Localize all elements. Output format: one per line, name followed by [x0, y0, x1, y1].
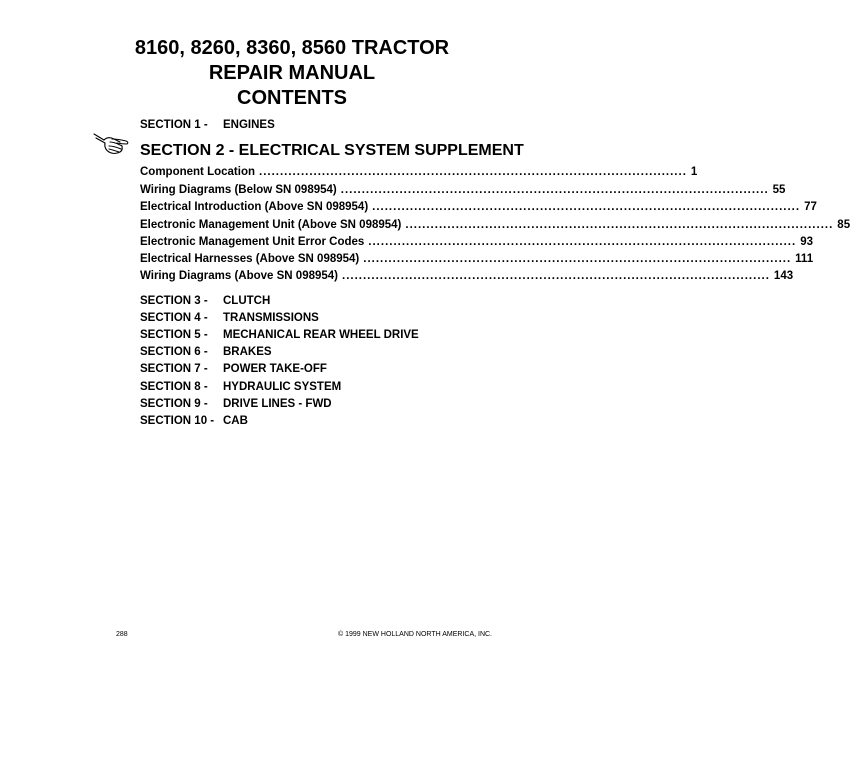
- toc-entry-label: Electrical Harnesses (Above SN 098954): [140, 253, 360, 265]
- pointing-hand-icon: [92, 128, 132, 158]
- section-7-title[interactable]: POWER TAKE-OFF: [223, 363, 327, 375]
- toc-entry-page: 111: [795, 253, 814, 265]
- section-2-heading[interactable]: SECTION 2 - ELECTRICAL SYSTEM SUPPLEMENT: [140, 142, 524, 159]
- section-10-number: SECTION 10 -: [140, 415, 215, 427]
- section-9-number: SECTION 9 -: [140, 398, 208, 410]
- section-4-number: SECTION 4 -: [140, 312, 208, 324]
- section-8-title[interactable]: HYDRAULIC SYSTEM: [223, 381, 342, 393]
- section-6-number: SECTION 6 -: [140, 346, 208, 358]
- toc-row[interactable]: [140, 201, 817, 213]
- footer-copyright: © 1999 NEW HOLLAND NORTH AMERICA, INC.: [338, 631, 493, 638]
- section-6-title[interactable]: BRAKES: [223, 346, 272, 358]
- section-3-title[interactable]: CLUTCH: [223, 295, 271, 307]
- section-5-title[interactable]: MECHANICAL REAR WHEEL DRIVE: [223, 329, 419, 341]
- toc-entry-page: 93: [800, 236, 813, 248]
- toc-row[interactable]: [140, 166, 698, 178]
- section-8-number: SECTION 8 -: [140, 381, 208, 393]
- section-3-number: SECTION 3 -: [140, 295, 208, 307]
- manual-title-line-1: 8160, 8260, 8360, 8560 TRACTOR: [134, 37, 450, 59]
- section-1-number: SECTION 1 -: [140, 119, 208, 131]
- toc-row[interactable]: [140, 236, 813, 248]
- toc-entry-label: Wiring Diagrams (Below SN 098954): [140, 184, 337, 196]
- section-5-number: SECTION 5 -: [140, 329, 208, 341]
- toc-row[interactable]: [140, 184, 786, 196]
- toc-entry-page: 55: [772, 184, 786, 196]
- dot-leader: ......................................................................................................: [340, 184, 769, 196]
- manual-title-line-2: REPAIR MANUAL: [208, 62, 376, 84]
- dot-leader: ......................................................................................................: [405, 219, 834, 231]
- toc-entry-label: Electronic Management Unit (Above SN 098954): [140, 219, 402, 231]
- toc-entry-page: 1: [690, 166, 698, 178]
- dot-leader: ......................................................................................................: [342, 270, 770, 282]
- section-10-title[interactable]: CAB: [223, 415, 248, 427]
- manual-title-line-3: CONTENTS: [237, 87, 347, 109]
- toc-entry-page: 77: [804, 201, 817, 213]
- toc-entry-page: 143: [773, 270, 794, 282]
- toc-row[interactable]: [140, 270, 794, 282]
- section-9-title[interactable]: DRIVE LINES - FWD: [223, 398, 332, 410]
- toc-entry-label: Wiring Diagrams (Above SN 098954): [140, 270, 339, 282]
- section-1-title[interactable]: ENGINES: [223, 119, 275, 131]
- toc-entry-page: 85: [837, 219, 850, 231]
- dot-leader: ......................................................................................................: [368, 236, 797, 248]
- toc-entry-label: Electronic Management Unit Error Codes: [140, 236, 365, 248]
- dot-leader: ......................................................................................................: [372, 201, 801, 213]
- toc-row[interactable]: [140, 253, 814, 265]
- section-4-title[interactable]: TRANSMISSIONS: [223, 312, 319, 324]
- dot-leader: ......................................................................................................: [259, 166, 687, 178]
- toc-row[interactable]: [140, 219, 850, 231]
- footer-page-number: 288: [116, 631, 128, 638]
- section-7-number: SECTION 7 -: [140, 363, 208, 375]
- toc-entry-label: Electrical Introduction (Above SN 098954): [140, 201, 369, 213]
- dot-leader: ......................................................................................................: [363, 253, 792, 265]
- toc-entry-label: Component Location: [140, 166, 255, 178]
